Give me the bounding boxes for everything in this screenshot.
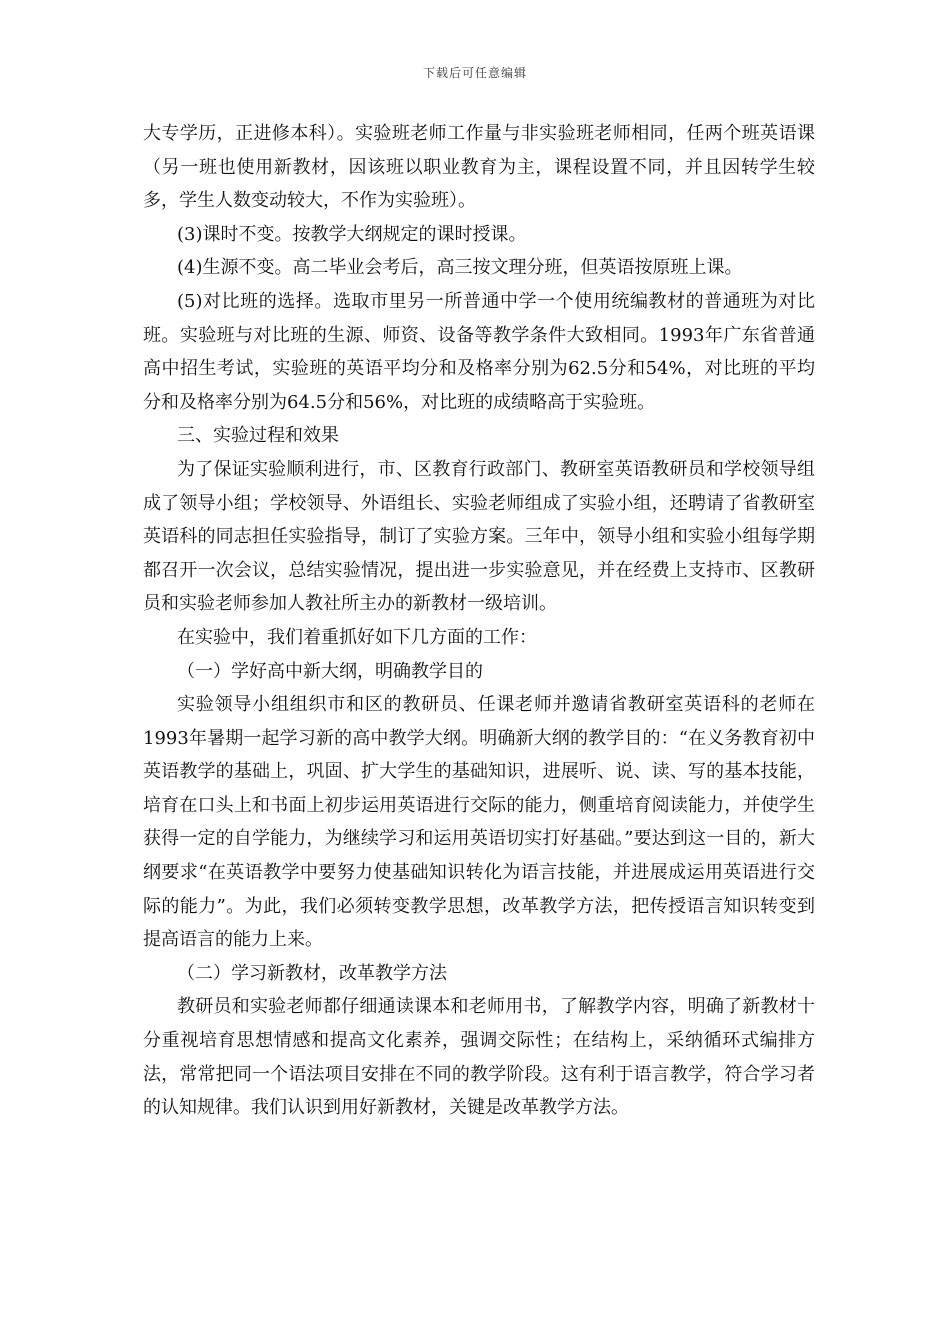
section-heading-3: 三、实验过程和效果 bbox=[177, 425, 339, 447]
paragraph-work-intro: 在实验中，我们着重抓好如下几方面的工作： bbox=[177, 626, 537, 648]
paragraph-item-5: (5)对比班的选择。选取市里另一所普通中学一个使用统编教材的普通班为对比班。实验班与对比班的生源、师资、设备等教学条件大致相同。1993年广东省普通高中招生考试，实验班的英语平均分和及格率分别为62.5分和54%，对比班的平均分和及格率分别为64.5分和56%，对比班的成绩略高于实验班。 bbox=[143, 290, 815, 413]
paragraph-item-4: (4)生源不变。高二毕业会考后，高三按文理分班，但英语按原班上课。 bbox=[177, 257, 743, 279]
paragraph-item-3: (3)课时不变。按教学大纲规定的课时授课。 bbox=[177, 223, 527, 245]
document-body bbox=[143, 117, 815, 1125]
paragraph-syllabus: 实验领导小组组织市和区的教研员、任课老师并邀请省教研室英语科的老师在1993年暑期一起学习新的高中教学大纲。明确新大纲的教学目的：“在义务教育初中英语教学的基础上，巩固、扩大学生的基础知识，进展听、说、读、写的基本技能，培育在口头上和书面上初步运用英语进行交际的能力，侧重培育阅读能力，并使学生获得一定的自学能力，为继续学习和运用英语切实打好基础。”要达到这一目的，新大纲要求“在英语教学中要努力使基础知识转化为语言技能，并进展成运用英语进行交际的能力”。为此，我们必须转变教学思想，改革教学方法，把传授语言知识转变到提高语言的能力上来。 bbox=[143, 694, 815, 951]
paragraph-leadership: 为了保证实验顺利进行，市、区教育行政部门、教研室英语教研员和学校领导组成了领导小组；学校领导、外语组长、实验老师组成了实验小组，还聘请了省教研室英语科的同志担任实验指导，制订了实验方案。三年中，领导小组和实验小组每学期都召开一次会议，总结实验情况，提出进一步实验意见，并在经费上支持市、区教研员和实验老师参加人教社所主办的新教材一级培训。 bbox=[143, 458, 815, 615]
paragraph-continued: 大专学历，正进修本科）。实验班老师工作量与非实验班老师相同，任两个班英语课（另一班也使用新教材，因该班以职业教育为主，课程设置不同，并且因转学生较多，学生人数变动较大，不作为实验班）。 bbox=[143, 123, 815, 212]
paragraph-textbook: 教研员和实验老师都仔细通读课本和老师用书，了解教学内容，明确了新教材十分重视培育思想情感和提高文化素养，强调交际性；在结构上，采纳循环式编排方法，常常把同一个语法项目安排在不同的教学阶段。这有利于语言教学，符合学习者的认知规律。我们认识到用好新教材，关键是改革教学方法。 bbox=[143, 996, 815, 1119]
page-header: 下载后可任意编辑 bbox=[422, 66, 527, 80]
subheading-2: （二）学习新教材，改革教学方法 bbox=[177, 962, 447, 984]
subheading-1: （一）学好高中新大纲，明确教学目的 bbox=[177, 660, 483, 682]
